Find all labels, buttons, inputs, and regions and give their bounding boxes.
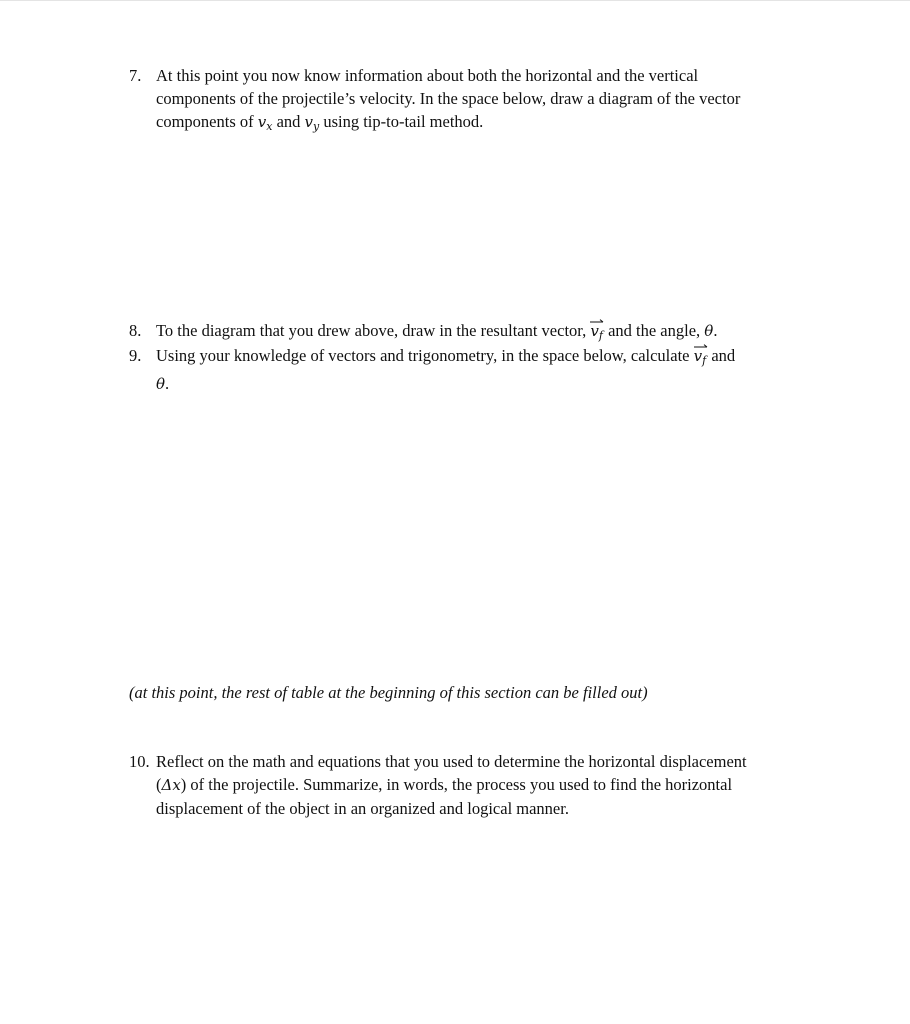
question-10-line-1: Reflect on the math and equations that you used to determine the horizontal displacement [156, 752, 747, 771]
question-9-line-2 [156, 372, 735, 396]
question-9-period: . [165, 374, 170, 393]
question-8 [129, 319, 829, 343]
question-10-line-3: displacement of the object in an organized and logical manner. [156, 799, 569, 818]
question-9-line-1 [156, 344, 735, 372]
vector-arrow-icon [694, 344, 708, 350]
vx-var: v [257, 113, 267, 131]
question-9-text-prefix: Using your knowledge of vectors and trigonometry, in the space below, calculate [156, 346, 690, 365]
question-9-and: and [711, 346, 736, 365]
question-10-line-2-rest: of the projectile. Summarize, in words, the process you used to find the horizontal [190, 775, 733, 794]
question-9 [129, 344, 829, 392]
vx-symbol [258, 113, 273, 131]
vy-symbol [305, 113, 320, 131]
vector-arrow-icon [590, 319, 604, 325]
question-7-line-3 [156, 110, 740, 138]
vf-vector-symbol [694, 345, 708, 372]
question-8-body [156, 319, 717, 347]
question-7-line-3-suffix: using tip-to-tail method. [323, 112, 484, 131]
question-7-number: 7. [129, 66, 142, 85]
question-8-text-prefix: To the diagram that you drew above, draw in the resultant vector, [156, 321, 587, 340]
delta-x-symbol: Δx [161, 776, 181, 794]
question-7-line-1: At this point you now know information about both the horizontal and the vertical [156, 66, 699, 85]
question-7-body [156, 64, 740, 138]
vy-subscript: y [313, 120, 320, 133]
question-8-period: . [713, 321, 718, 340]
vx-subscript: x [266, 120, 273, 133]
question-7-line-2: components of the projectile’s velocity. In the space below, draw a diagram of the vector [156, 89, 741, 108]
question-9-body [156, 344, 735, 396]
question-10-paren-close: ) [180, 775, 187, 794]
theta-symbol: θ [704, 322, 714, 340]
vf-vector-symbol [590, 320, 604, 347]
vf-var: v [590, 322, 599, 340]
theta-symbol: θ [156, 375, 166, 393]
question-10 [129, 750, 849, 820]
question-9-number: 9. [129, 346, 142, 365]
question-7-line-3-prefix: components of [156, 112, 254, 131]
page-top-border [0, 0, 910, 1]
vy-var: v [304, 113, 313, 131]
question-8-text-mid: and the angle, [608, 321, 701, 340]
question-10-number: 10. [129, 752, 150, 771]
vf-var: v [693, 347, 703, 365]
question-7 [129, 64, 829, 134]
question-7-and: and [276, 112, 301, 131]
question-10-line-2 [156, 773, 747, 797]
question-8-number: 8. [129, 321, 142, 340]
vf-subscript: f [598, 329, 603, 342]
question-10-body [156, 750, 747, 820]
vf-subscript: f [702, 354, 707, 367]
table-fill-note: (at this point, the rest of table at the beginning of this section can be filled out) [129, 683, 648, 702]
question-10-paren-open: ( [156, 775, 162, 794]
